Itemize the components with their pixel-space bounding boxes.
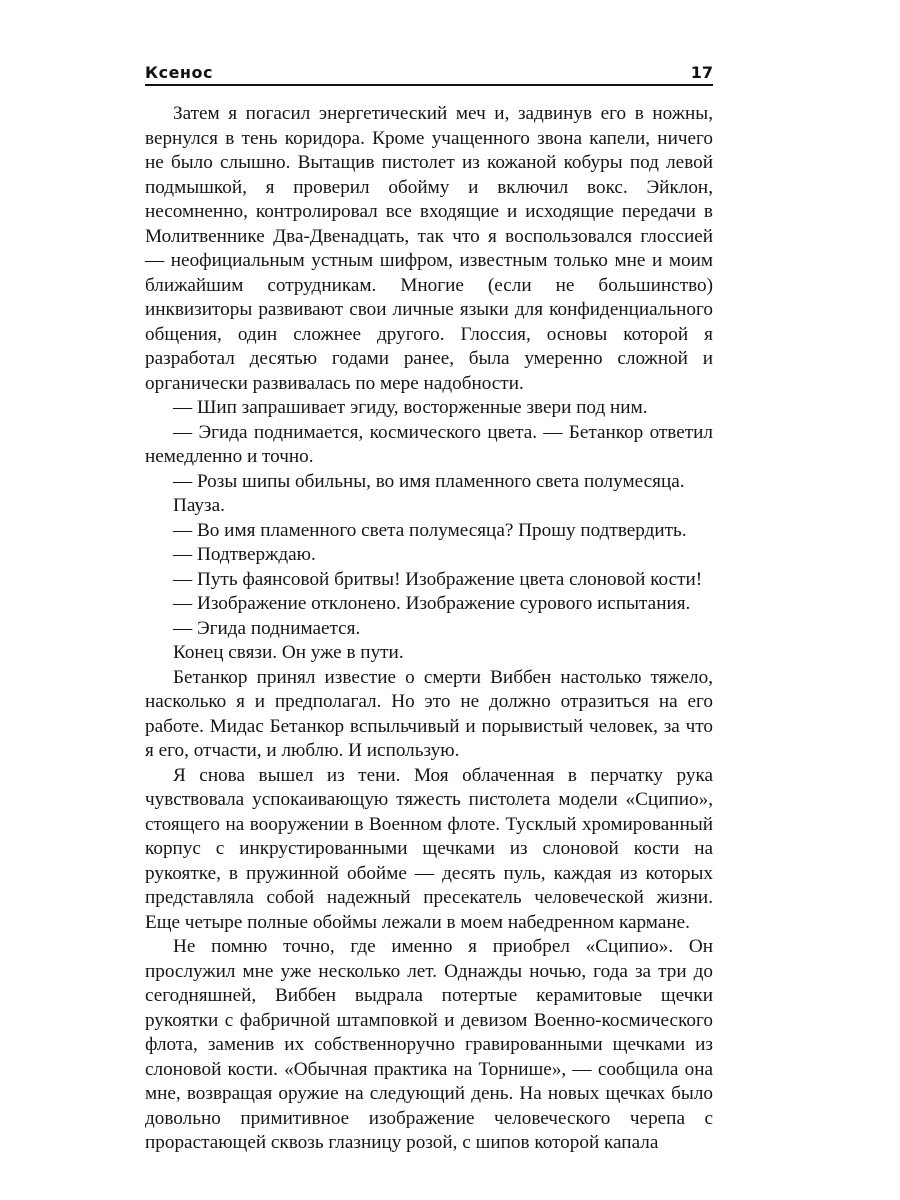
dialogue-line: — Путь фаянсовой бритвы! Изображение цвета слоновой кости! — [173, 568, 703, 590]
running-header — [145, 52, 713, 86]
body-text — [145, 102, 713, 1156]
book-title: Ксенос — [145, 63, 213, 82]
dialogue-line: — Эгида поднимается, космического цвета. — Бетанкор ответил немедленно и точно. — [145, 421, 713, 467]
dialogue-line: — Во имя пламенного света полумесяца? Прошу подтвердить. — [173, 519, 687, 541]
page-number: 17 — [690, 63, 713, 82]
dialogue-line: — Подтверждаю. — [173, 544, 316, 565]
dialogue-line: — Эгида поднимается. — [173, 617, 361, 639]
paragraph: Не помню точно, где именно я приобрел «Сципио». Он прослужил мне уже несколько лет. Однажды ночью, года за три до сегодняшней, Виббен выдрала потертые керамитовые щечки рукоятки с фабричной штамповкой и девизом Военно-космического флота, заменив их собственноручно гравированными щечками из слоновой кости. «Обычная практика на Торнише», — сообщила она мне, возвращая оружие на следующий день. На новых щечках было довольно примитивное изображение человеческого черепа с прорастающей сквозь глазницу розой, с шипов которой капала — [145, 936, 713, 1153]
paragraph: Пауза. — [173, 495, 225, 516]
paragraph: Затем я погасил энергетический меч и, задвинув его в ножны, вернулся в тень коридора. Кроме учащенного звона капели, ничего не было слышно. Вытащив пистолет из кожаной кобуры под левой подмышкой, я проверил обойму и включил вокс. Эйклон, несомненно, контролировал все входящие и исходящие передачи в Молитвеннике Два-Двенадцать, так что я воспользовался глоссией — неофициальным устным шифром, известным только мне и моим ближайшим сотрудникам. Многие (если не большинство) инквизиторы развивают свои личные языки для конфиденциального общения, один сложнее другого. Глоссия, основы которой я разработал десятью годами ранее, была умеренно сложной и органически развивалась по мере надобности. — [145, 103, 713, 394]
paragraph: Конец связи. Он уже в пути. — [173, 642, 404, 663]
paragraph: Бетанкор принял известие о смерти Виббен настолько тяжело, насколько я и предполагал. Но это не должно отразиться на его работе. Мидас Бетанкор вспыльчивый и порывистый человек, за что я его, отчасти, и люблю. И использую. — [145, 666, 713, 761]
dialogue-line: — Шип запрашивает эгиду, восторженные звери под ним. — [173, 397, 648, 418]
dialogue-line: — Розы шипы обильны, во имя пламенного света полумесяца. — [173, 470, 685, 492]
paragraph: Я снова вышел из тени. Моя облаченная в перчатку рука чувствовала успокаивающую тяжесть пистолета модели «Сципио», стоящего на вооружении в Военном флоте. Тусклый хромированный корпус с инкрустированными щечками из слоновой кости на рукоятке, в пружинной обойме — десять пуль, каждая из которых представляла собой надежный пресекатель человеческой жизни. Еще четыре полные обоймы лежали в моем набедренном кармане. — [145, 764, 713, 933]
dialogue-line: — Изображение отклонено. Изображение сурового испытания. — [173, 593, 691, 614]
